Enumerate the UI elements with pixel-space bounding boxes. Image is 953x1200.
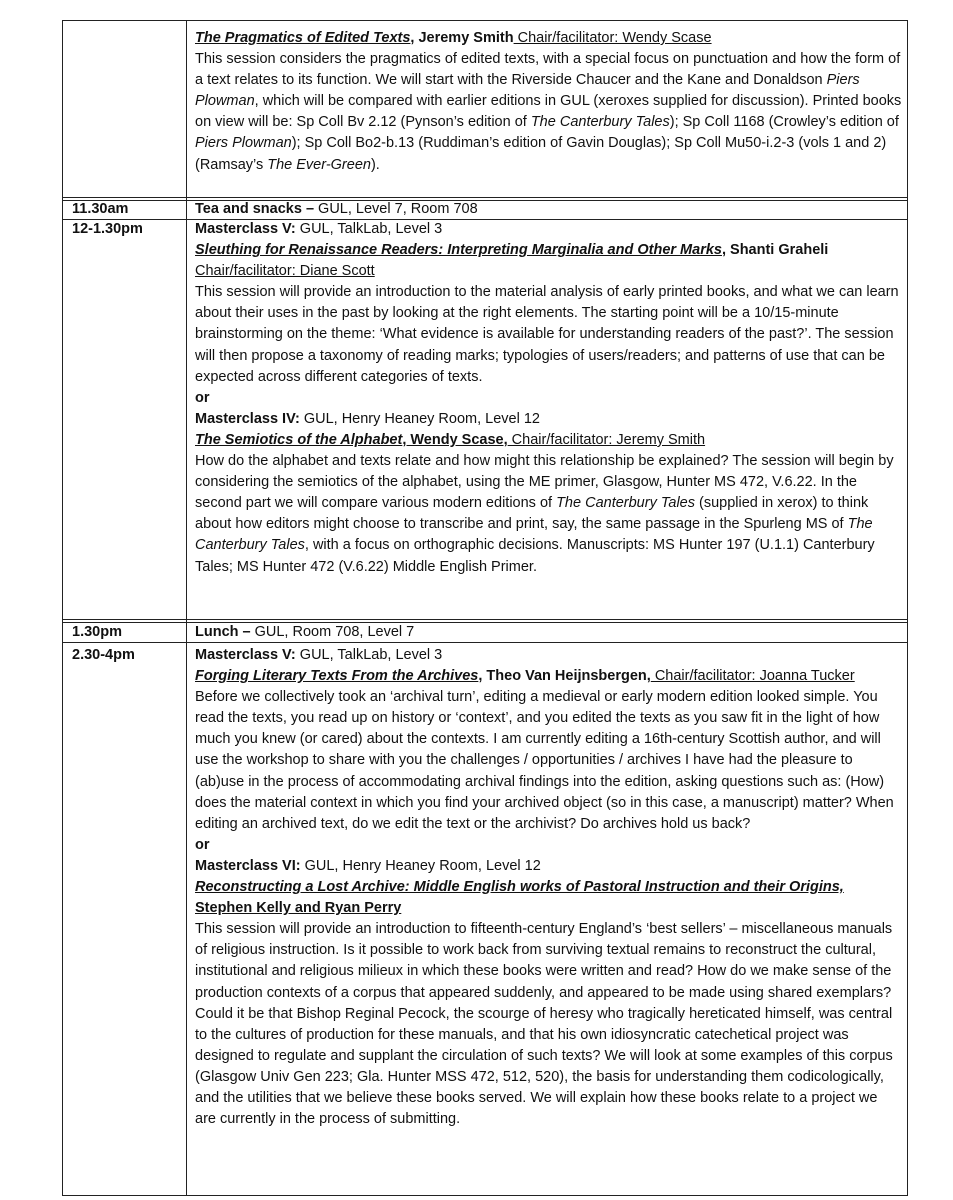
masterclass-venue: GUL, Henry Heaney Room, Level 12: [299, 410, 540, 427]
masterclass-heading: Masterclass VI:: [195, 857, 301, 874]
masterclass-speaker: , Wendy Scase,: [402, 431, 508, 448]
tea-row: [195, 199, 902, 220]
masterclass-venue: GUL, Henry Heaney Room, Level 12: [300, 857, 541, 874]
lunch-row: [195, 622, 902, 643]
row-divider: [62, 619, 908, 620]
masterclass-speakers: Stephen Kelly and Ryan Perry: [195, 900, 402, 917]
or-separator: or: [195, 389, 210, 406]
masterclass-heading: Masterclass V:: [195, 647, 296, 663]
masterclass-chair: Chair/facilitator: Joanna Tucker: [650, 668, 855, 685]
or-separator: or: [195, 836, 210, 853]
session-chair: Chair/facilitator: Wendy Scase: [513, 30, 712, 46]
masterclass-venue: GUL, TalkLab, Level 3: [295, 221, 443, 237]
masterclass-description: This session will provide an introduction to fifteenth-century England’s ‘best sellers’ – miscellaneous manuals of religious instruction. Is it possible to work back from surviving textual remains to reconstruct the cultural, institutional and religious milieux in which these books were written and read? How do we make sense of the production contexts of a corpus that appeared suddenly, and appeared to be made using shared exemplars? Could it be that Bishop Reginal Pecock, the scourge of heresy who tragically hereticated himself, was central to the cultures of production for these manuals, and that his own idiosyncratic catechetical project was designed to regulate and supplant the circulation of such texts? We will look at some examples of this corpus (Glasgow Univ Gen 223; Gla. Hunter MSS 472, 512, 520), the basis for understanding them codicologically, and the utilities that we believe these books served. We will explain how these books relate to a project we are currently in the process of submitting.: [195, 921, 893, 1128]
masterclass-title: Forging Literary Texts From the Archives: [195, 668, 479, 685]
row-divider: [62, 197, 908, 198]
masterclass-venue: GUL, TalkLab, Level 3: [295, 647, 443, 663]
time-block-2: 2.30-4pm: [72, 647, 135, 663]
block-1-content: [195, 219, 902, 578]
masterclass-heading: Masterclass IV:: [195, 410, 300, 427]
masterclass-title: Sleuthing for Renaissance Readers: Interpreting Marginalia and Other Marks: [195, 242, 722, 259]
masterclass-title: Reconstructing a Lost Archive: Middle English works of Pastoral Instruction and their Origins,: [195, 879, 844, 896]
session-description: This session considers the pragmatics of edited texts, with a special focus on punctuation and how the form of a text relates to its function. We will start with the Riverside Chaucer and the Kane and Donaldson Piers Plowman, which will be compared with earlier editions in GUL (xeroxes supplied for discussion). Printed books on view will be: Sp Coll Bv 2.12 (Pynson’s edition of The Canterbury Tales); Sp Coll 1168 (Crowley’s edition of Piers Plowman); Sp Coll Bo2-b.13 (Ruddiman’s edition of Gavin Douglas); Sp Coll Mu50-i.2-3 (vols 1 and 2) (Ramsay’s The Ever-Green).: [195, 51, 902, 173]
time-block-1: 12-1.30pm: [72, 221, 143, 237]
session-pragmatics: [195, 28, 902, 176]
session-title: The Pragmatics of Edited Texts: [195, 30, 411, 46]
lunch-label: Lunch –: [195, 624, 251, 640]
time-tea: 11.30am: [72, 201, 129, 217]
tea-label: Tea and snacks –: [195, 201, 315, 217]
time-lunch: 1.30pm: [72, 624, 122, 640]
session-speaker: , Jeremy Smith: [410, 30, 514, 46]
masterclass-title: The Semiotics of the Alphabet: [195, 431, 403, 448]
masterclass-speaker: , Shanti Graheli: [721, 242, 829, 259]
masterclass-speaker: , Theo Van Heijnsbergen,: [478, 668, 651, 685]
masterclass-heading: Masterclass V:: [195, 221, 296, 237]
lunch-location: GUL, Room 708, Level 7: [250, 624, 415, 640]
tea-location: GUL, Level 7, Room 708: [314, 201, 478, 217]
masterclass-chair: Chair/facilitator: Jeremy Smith: [507, 431, 706, 448]
masterclass-description: Before we collectively took an ‘archival turn’, editing a medieval or early modern edition looked simple. You read the texts, you read up on history or ‘context’, and you edited the texts as you saw fit in the light of how much you knew (or cared) about the contexts. I am currently editing a 16th-century Scottish author, and will use the workshop to share with you the challenges / opportunities / archives I have had the pleasure to (ab)use in the process of accommodating archival findings into the edition, asking questions such as: (How) does the material context in which you find your archived object (so in this case, a manuscript) matter? When editing an archived text, do we edit the text or the archivist? Do archives hold us back?: [195, 689, 894, 832]
masterclass-description: This session will provide an introduction to the material analysis of early printed books, and what we can learn about their uses in the past by looking at the right elements. The starting point will be a 10/15-minute brainstorming on the theme: ‘What evidence is available for understanding readers of the past?’. The session will then propose a taxonomy of reading marks; typologies of users/readers; and patterns of use that can be expected across different categories of texts.: [195, 284, 899, 385]
masterclass-chair: Chair/facilitator: Diane Scott: [195, 263, 375, 280]
masterclass-description: How do the alphabet and texts relate and how might this relationship be explained? The session will begin by considering the semiotics of the alphabet, using the ME primer, Glasgow, Hunter MS 472, V.6.22. In the second part we will compare various modern editions of The Canterbury Tales (supplied in xerox) to think about how editors might choose to transcribe and print, say, the same passage in the Spurleng MS of The Canterbury Tales, with a focus on orthographic decisions. Manuscripts: MS Hunter 197 (U.1.1) Canterbury Tales; MS Hunter 472 (V.6.22) Middle English Primer.: [195, 453, 894, 575]
block-2-content: [195, 645, 902, 1130]
